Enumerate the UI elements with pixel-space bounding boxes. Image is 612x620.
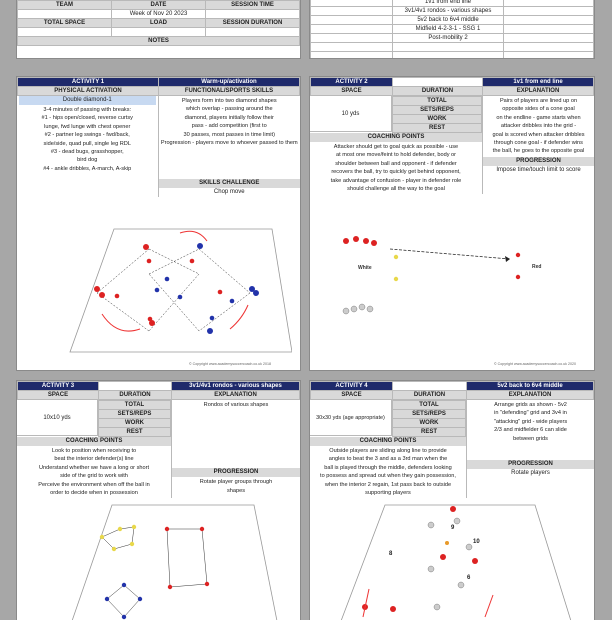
coaching-points-text: Look to position when receiving to beat the interior defender(s) line Understand whether we have a long or short side of the grid to work with Perceive the environment when off the ball in order to decide when in possession [38, 448, 150, 496]
load-label: LOAD [112, 19, 206, 28]
total-space-label: TOTAL SPACE [18, 19, 112, 28]
explanation-label: EXPLANATION [172, 391, 300, 400]
activity-3-name: 3v1/4v1 rondos - various shapes [172, 382, 300, 391]
coaching-points-text: Outside players are sliding along line to provide angles to beat the 3 and as a 3rd man when the ball is played through the middle, defenders looking to possess and spread out when they gain possession, when the interior 2 regain, 1st pass back to outside supporting players [320, 448, 456, 496]
activity-list-item: Midfield 4-2-3-1 - SSG 1 [393, 25, 504, 34]
date-label: DATE [112, 1, 206, 10]
progression-label: PROGRESSION [172, 468, 300, 477]
session-time-value[interactable] [206, 10, 300, 19]
session-duration-label: SESSION DURATION [206, 19, 300, 28]
session-duration-value[interactable] [206, 28, 300, 37]
activity-2-title: ACTIVITY 2 [311, 78, 393, 87]
coaching-points-label: COACHING POINTS [310, 133, 482, 142]
explanation-text: Pairs of players are lined up on opposite sides of a cone goal on the endline - game starts when attacker dribbles into the grid - goal is scored when attacker dribbles through cone goal - if defender wins the ball, he goes to the opposite goal [492, 98, 585, 155]
work-label: WORK [393, 115, 482, 124]
total-label: TOTAL [393, 97, 482, 106]
progression-label: PROGRESSION [467, 460, 594, 469]
total-label: TOTAL [99, 401, 171, 410]
coaching-points-text: Attacker should get to goal quick as possible - use at most one move/feint to hold defender, body or shoulder between ball and opponent - if defender recovers the ball, try to quickly get behind opponent, take advantage of confusion - player in defender role should challenge all the way to the goal [330, 144, 462, 192]
physical-activation-label: PHYSICAL ACTIVATION [18, 87, 159, 96]
space-value: 10 yds [310, 96, 392, 132]
double-diamond-highlight: Double diamond-1 [19, 96, 156, 105]
progression-label: PROGRESSION [483, 157, 594, 166]
team-white-label: White [358, 265, 372, 271]
total-label: TOTAL [393, 401, 466, 410]
team-value[interactable] [18, 10, 112, 19]
rest-label: REST [393, 428, 466, 437]
activity-4-title: ACTIVITY 4 [311, 382, 393, 391]
coaching-points-label: COACHING POINTS [17, 437, 171, 446]
explanation-label: EXPLANATION [467, 391, 594, 400]
date-value[interactable]: Week of Nov 20 2023 [112, 10, 206, 19]
load-value[interactable] [112, 28, 206, 37]
progression-text: Rotate player groups through shapes [199, 479, 273, 494]
rest-label: REST [99, 428, 171, 437]
duration-label: DURATION [393, 391, 467, 400]
explanation-label: EXPLANATION [483, 87, 594, 96]
skills-challenge-label: SKILLS CHALLENGE [159, 179, 301, 188]
activity-2-name: 1v1 from end line [483, 78, 594, 87]
explanation-text: Rondos of various shapes [203, 402, 269, 408]
activity-1-panel [17, 77, 300, 370]
progression-text: Rotate players [511, 469, 550, 476]
rondo-shapes-diagram [62, 499, 292, 620]
activity-4-name: 5v2 back to 6v4 middle [467, 382, 594, 391]
activity-list-item: 5v2 back to 6v4 middle [393, 16, 504, 25]
five-v-two-diagram [335, 499, 585, 620]
activity-list-item: 1v1 from end line [393, 0, 504, 7]
player-number-9: 9 [451, 525, 455, 531]
activity-1-title: ACTIVITY 1 [18, 78, 159, 87]
player-number-8: 8 [389, 551, 393, 557]
progression-text: Impose time/touch limit to score [496, 166, 581, 173]
duration-label: DURATION [393, 87, 483, 96]
double-diamond-diagram [62, 219, 292, 364]
work-label: WORK [393, 419, 466, 428]
sets-reps-label: SETS/REPS [393, 106, 482, 115]
team-label: TEAM [18, 1, 112, 10]
total-space-value[interactable] [18, 28, 112, 37]
space-label: SPACE [311, 391, 393, 400]
functional-skills-label: FUNCTIONAL/SPORTS SKILLS [159, 87, 300, 96]
space-value: 30x30 yds (age appropriate) [310, 400, 392, 436]
activity-1-name: Warm-up/activation [159, 78, 300, 87]
player-number-6: 6 [467, 575, 471, 581]
activity-list-item: 3v1/4v1 rondos - various shapes [393, 7, 504, 16]
team-red-label: Red [532, 264, 542, 270]
activity-2-copyright: © Copyright www.academysoccercoach.co.uk 2020 [494, 362, 576, 366]
session-time-label: SESSION TIME [206, 1, 300, 10]
one-v-one-diagram [330, 227, 580, 362]
activity-list-item: Post-mobility 2 [393, 34, 504, 43]
notes-label: NOTES [18, 37, 300, 46]
sets-reps-label: SETS/REPS [99, 410, 171, 419]
functional-skills-text: Players form into two diamond shapes which overlap - passing around the diamond, players initially follow their pass - add competition (first to 30 passes, most passes in time limit) Progression - players move to whoever passed to them [160, 98, 298, 146]
explanation-text: Arrange grids as shown - 5v2 in "defending" grid and 3v4 in "attacking" grid - wide players 2/3 and midfielder 6 can slide between grids [493, 402, 568, 442]
activity-1-copyright: © Copyright www.academysoccercoach.co.uk 2018 [189, 362, 271, 366]
player-number-10: 10 [473, 539, 480, 545]
activity-3-panel [17, 381, 300, 620]
duration-label: DURATION [99, 391, 172, 400]
space-label: SPACE [18, 391, 99, 400]
space-label: SPACE [311, 87, 393, 96]
activity-2-panel [310, 77, 594, 370]
work-label: WORK [99, 419, 171, 428]
activity-list [310, 0, 594, 58]
sets-reps-label: SETS/REPS [393, 410, 466, 419]
coaching-points-label: COACHING POINTS [310, 437, 466, 446]
physical-activation-text: 3-4 minutes of passing with breaks: #1 - hips open/closed, reverse curtsy lunge, fwd lunge with chest opener #2 - partner leg swings - fwd/back, side/side, quad pull, single leg RDL #3 - dead bugs, grasshopper, bird dog #4 - ankle dribbles, A-march, A-skip [41, 107, 133, 172]
skills-challenge-value: Chop move [213, 189, 245, 196]
rest-label: REST [393, 124, 482, 133]
space-value: 10x10 yds [17, 400, 98, 436]
session-header [17, 0, 300, 58]
activity-3-title: ACTIVITY 3 [18, 382, 99, 391]
activity-4-panel [310, 381, 594, 620]
